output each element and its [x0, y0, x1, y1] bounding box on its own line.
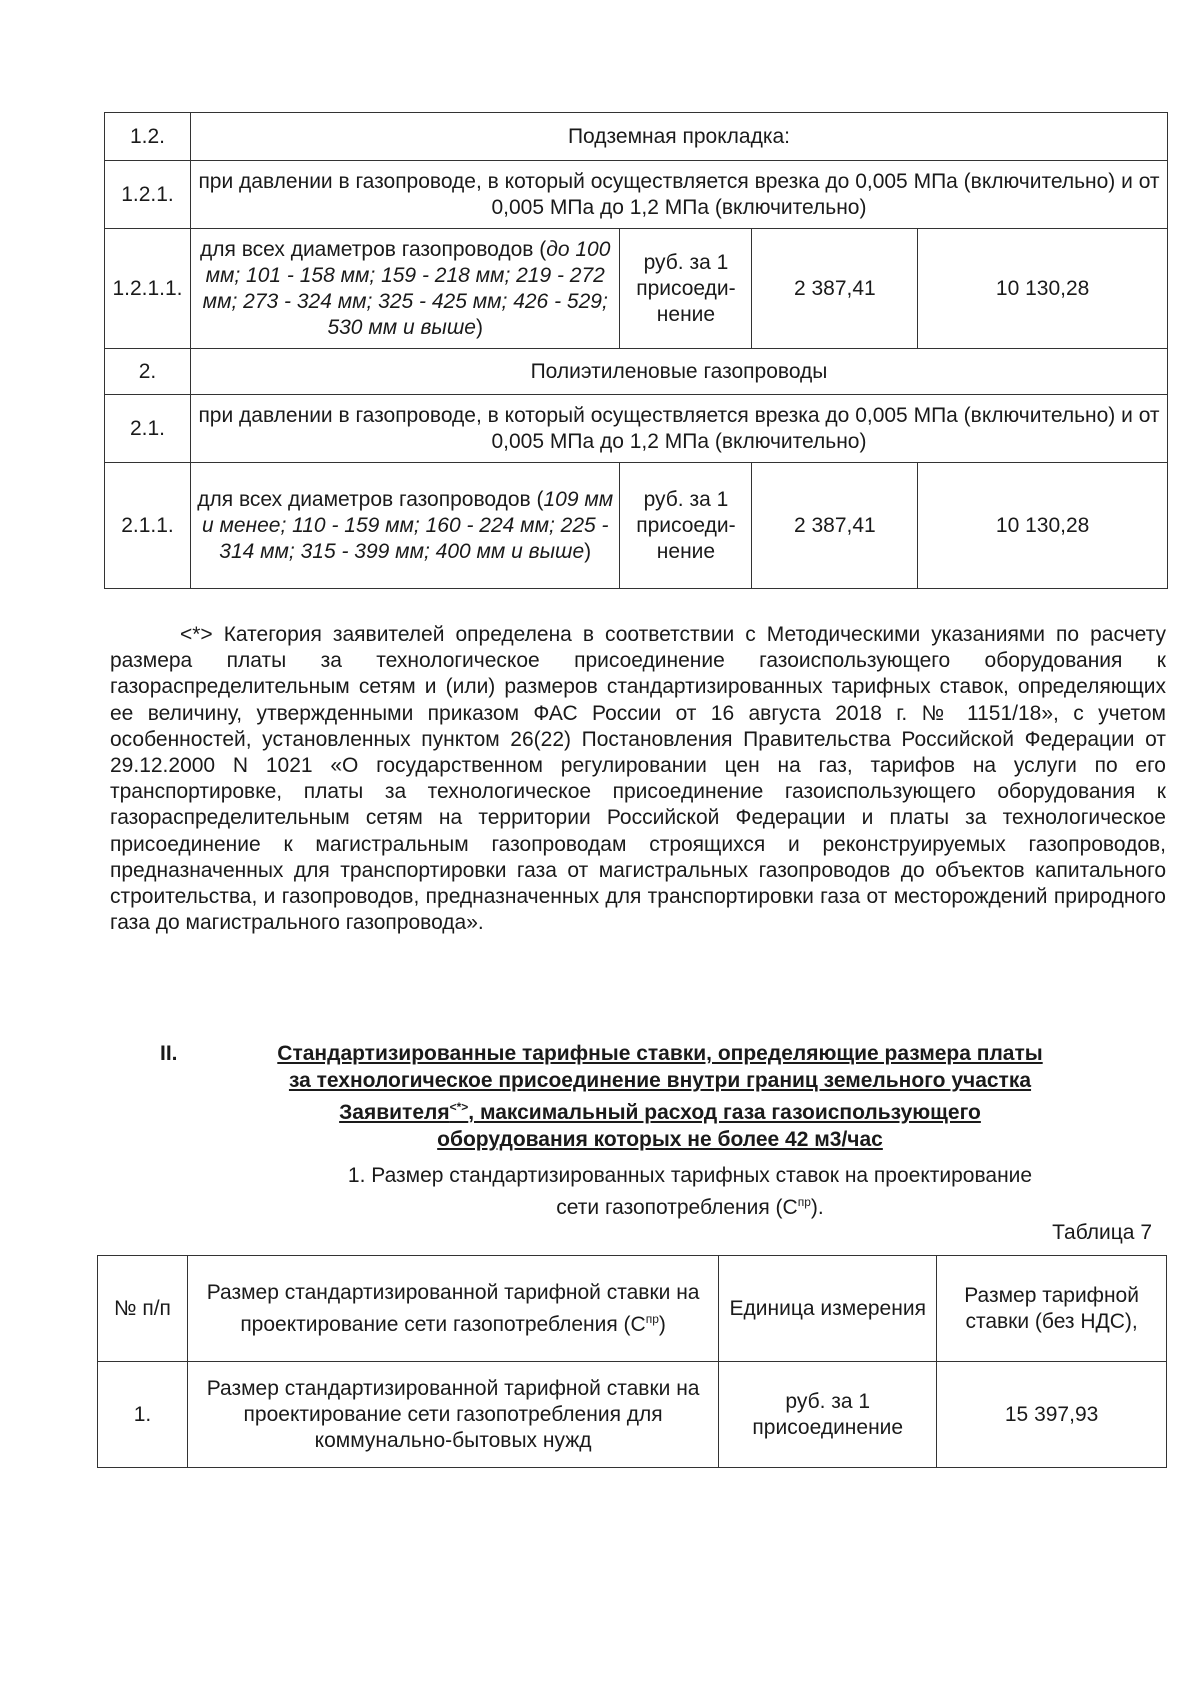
row-number: 1.2. — [105, 113, 191, 161]
row-text: Полиэтиленовые газопроводы — [190, 349, 1167, 395]
desc-prefix: для всех диаметров газопроводов ( — [200, 237, 547, 261]
header-name — [187, 1256, 718, 1362]
row-text: при давлении в газопроводе, в который осуществляется врезка до 0,005 МПа (включительно) и от 0,005 МПа до 1,2 МПа (включительно) — [190, 395, 1167, 463]
subheading-part: ). — [810, 1196, 824, 1219]
table-row — [105, 161, 1168, 229]
row-value-2: 10 130,28 — [918, 463, 1168, 589]
header-part: Размер стандартизированной тарифной ставки на проектирование сети газопотребления (С — [206, 1280, 700, 1336]
row-value: 15 397,93 — [937, 1362, 1167, 1468]
desc-prefix: для всех диаметров газопроводов ( — [197, 487, 544, 511]
table-row — [105, 463, 1168, 589]
table-row — [105, 229, 1168, 349]
table-row — [105, 395, 1168, 463]
footnote-mark: <*> — [449, 1100, 469, 1114]
header-unit: Единица измерения — [719, 1256, 937, 1362]
desc-suffix: ) — [584, 539, 592, 563]
row-text: при давлении в газопроводе, в который осуществляется врезка до 0,005 МПа (включительно) и от 0,005 МПа до 1,2 МПа (включительно) — [190, 161, 1167, 229]
table-row — [105, 113, 1168, 161]
subheading-line: 1. Размер стандартизированных тарифных ставок на проектирование — [347, 1164, 1033, 1187]
tariff-table-top — [104, 112, 1168, 589]
section-number: II. — [160, 1042, 178, 1065]
row-text: Подземная прокладка: — [190, 113, 1167, 161]
subheading-part: сети газопотребления (С — [556, 1196, 798, 1219]
row-value-1: 2 387,41 — [752, 463, 918, 589]
superscript: пр — [797, 1195, 811, 1209]
desc-diameters: до 100 мм; 101 - 158 мм; 159 - 218 мм; 219 - 272 мм; 273 - 324 мм; 325 - 425 мм; 426 - 529; 530 мм и выше — [202, 237, 611, 339]
title-part: Заявителя — [339, 1101, 450, 1124]
row-unit: руб. за 1 присоединение — [719, 1362, 937, 1468]
desc-diameters: 109 мм и менее; 110 - 159 мм; 160 - 224 мм; 225 - 314 мм; 315 - 399 мм; 400 мм и выше — [201, 487, 614, 563]
table-header-row — [98, 1256, 1167, 1362]
row-description — [190, 463, 619, 589]
row-number: 2.1. — [105, 395, 191, 463]
desc-suffix: ) — [476, 315, 483, 339]
row-number: 2.1.1. — [105, 463, 191, 589]
footnote-paragraph: <*> Категория заявителей определена в соответствии с Методическими указаниями по расчету размера платы за технологическое присоединение газоиспользующего оборудования к газораспределительным сетям и (или) размеров стандартизированных тарифных ставок, определяющих ее величину, утвержденными приказом ФАС России от 16 августа 2018 г. № 1151/18», с учетом особенностей, установленных пунктом 26(22) Постановления Правительства Российской Федерации от 29.12.2000 N 1021 «О государственном регулировании цен на газ, тарифов на услуги по его транспортировке, платы за технологическое присоединение газоиспользующего оборудования к газораспределительным сетям на территории Российской Федерации и платы за технологическое присоединение к магистральным газопроводам строящихся и реконструируемых газопроводов, предназначенных для транспортировки газа от магистральных газопроводов до объектов капитального строительства, и газопроводов, предназначенных для транспортировки газа от месторождений природного газа до магистрального газопровода». — [110, 623, 1166, 935]
table-row — [105, 349, 1168, 395]
subheading-line — [280, 1189, 1100, 1221]
section-title-line: за технологическое присоединение внутри границ земельного участка — [288, 1069, 1032, 1092]
row-number: 1.2.1. — [105, 161, 191, 229]
header-value: Размер тарифной ставки (без НДС), — [937, 1256, 1167, 1362]
title-part: , максимальный расход газа газоиспользующего — [468, 1101, 981, 1124]
row-number: 2. — [105, 349, 191, 395]
section-title-line: Стандартизированные тарифные ставки, определяющие размера платы — [277, 1042, 1043, 1065]
row-unit: руб. за 1 присоеди-нение — [620, 463, 752, 589]
header-part: ) — [658, 1312, 666, 1336]
section-title-line: оборудования которых не более 42 м3/час — [437, 1128, 883, 1151]
section-title — [160, 1040, 1160, 1153]
row-number: 1. — [98, 1362, 188, 1468]
row-value-1: 2 387,41 — [752, 229, 918, 349]
row-number: 1.2.1.1. — [105, 229, 191, 349]
header-num: № п/п — [98, 1256, 188, 1362]
superscript: пр — [645, 1311, 659, 1326]
row-description — [190, 229, 619, 349]
table-row — [98, 1362, 1167, 1468]
section-title-line — [160, 1094, 1160, 1126]
tariff-table-7 — [97, 1255, 1167, 1468]
row-name: Размер стандартизированной тарифной ставки на проектирование сети газопотребления для коммунально-бытовых нужд — [187, 1362, 718, 1468]
row-value-2: 10 130,28 — [918, 229, 1168, 349]
row-unit: руб. за 1 присоеди-нение — [620, 229, 752, 349]
table-label: Таблица 7 — [1052, 1221, 1152, 1244]
subheading — [280, 1162, 1100, 1221]
